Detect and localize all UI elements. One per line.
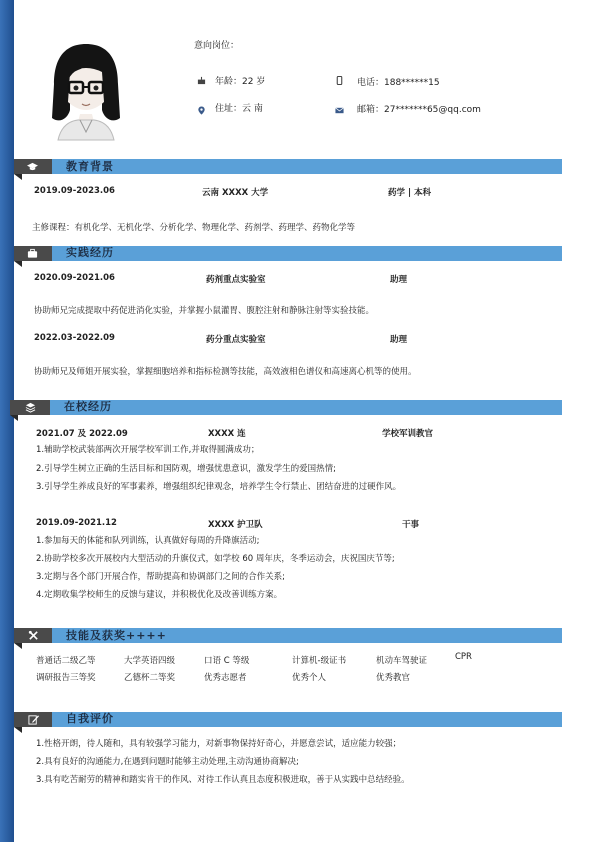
education-major: 药学 | 本科	[388, 188, 432, 198]
section-title-skills: 技能及获奖++++	[66, 629, 167, 642]
campus-1-role: 学校军训教官	[382, 429, 434, 439]
campus-2-org: XXXX 护卫队	[208, 520, 263, 530]
self-eval-line-3: 3.具有吃苦耐劳的精神和踏实肯干的作风、对待工作认真且态度积极进取，善于从实践中总结经验。	[36, 775, 410, 785]
mail-icon	[335, 106, 344, 115]
campus-1-line-1: 1.辅助学校武装部两次开展学校军训工作,并取得圆满成功；	[36, 445, 260, 455]
address-text: 住址：云 南	[215, 104, 263, 114]
skill-putonghua: 普通话二级乙等	[36, 656, 96, 666]
section-bar-campus	[36, 400, 562, 415]
practice-2-role: 助理	[390, 335, 408, 345]
skill-computer-cert: 计算机-级证书	[292, 656, 347, 666]
self-eval-line-1: 1.性格开朗，待人随和，具有较强学习能力，对新事物保持好奇心，并愿意尝试，适应能力较强；	[36, 739, 402, 749]
campus-2-line-1: 1.参加每天的体能和队列训练，认真做好每周的升降旗活动;	[36, 536, 260, 546]
campus-1-org: XXXX 连	[208, 429, 246, 439]
avatar	[44, 40, 128, 144]
section-title-campus: 在校经历	[64, 400, 112, 413]
practice-2-desc: 协助师兄及师姐开展实验，掌握细胞培养和指标检测等技能，高效液相色谱仪和高速离心机等的使用。	[34, 367, 417, 377]
skill-cpr: CPR	[455, 652, 472, 662]
self-eval-line-2: 2.具有良好的沟通能力,在遇到问题时能够主动处理,主动沟通协商解决;	[36, 757, 299, 767]
section-title-self-eval: 自我评价	[66, 712, 114, 725]
skill-driver-license: 机动车驾驶证	[376, 656, 428, 666]
phone-icon	[335, 76, 344, 85]
award-volunteer: 优秀志愿者	[204, 673, 247, 683]
section-title-practice: 实践经历	[66, 246, 114, 259]
campus-2-line-3: 3.定期与各个部门开展合作，帮助提高和协调部门之间的合作关系;	[36, 572, 285, 582]
practice-1-period: 2020.09-2021.06	[34, 273, 115, 283]
campus-2-line-4: 4.定期收集学校师生的反馈与建议，并积极优化及改善训练方案。	[36, 590, 283, 600]
email-text: 邮箱：27*******65@qq.com	[357, 105, 481, 115]
skill-cet4: 大学英语四级	[124, 656, 176, 666]
practice-2-org: 药分重点实验室	[206, 335, 266, 345]
location-icon	[197, 106, 206, 115]
campus-2-period: 2019.09-2021.12	[36, 518, 117, 528]
practice-2-period: 2022.03-2022.09	[34, 333, 115, 343]
layers-icon	[25, 402, 36, 413]
pencil-icon	[28, 714, 39, 725]
phone-text: 电话：188******15	[357, 78, 440, 88]
section-title-education: 教育背景	[66, 160, 114, 173]
graduation-cap-icon	[27, 161, 38, 172]
practice-1-desc: 协助师兄完成提取中药促进消化实验，并掌握小鼠灌胃、腹腔注射和静脉注射等实验技能。	[34, 306, 375, 316]
section-bar-education	[36, 159, 562, 174]
education-school: 云南 XXXX 大学	[202, 188, 269, 198]
briefcase-icon	[27, 248, 38, 259]
award-yide-cup: 乙德杯二等奖	[124, 673, 176, 683]
cake-icon	[197, 76, 206, 85]
campus-2-role: 干事	[402, 520, 420, 530]
practice-1-org: 药剂重点实验室	[206, 275, 266, 285]
skill-oral-english: 口语 C 等级	[204, 656, 250, 666]
award-research-report: 调研报告三等奖	[36, 673, 96, 683]
campus-1-line-2: 2.引导学生树立正确的生活目标和国防观，增强忧患意识，激发学生的爱国热情;	[36, 464, 336, 474]
award-excellent-individual: 优秀个人	[292, 673, 327, 683]
award-excellent-instructor: 优秀教官	[376, 673, 411, 683]
intent-position-label: 意向岗位：	[194, 41, 240, 51]
campus-1-period: 2021.07 及 2022.09	[36, 429, 128, 439]
education-period: 2019.09-2023.06	[34, 186, 115, 196]
section-bar-self-eval	[36, 712, 562, 727]
campus-1-line-3: 3.引导学生养成良好的军事素养，增强组织纪律观念，培养学生令行禁止、团结奋进的过硬作风。	[36, 482, 402, 492]
tools-icon	[28, 630, 39, 641]
education-courses: 主修课程：有机化学、无机化学、分析化学、物理化学、药剂学、药理学、药物化学等	[32, 223, 356, 233]
campus-2-line-2: 2.协助学校多次开展校内大型活动的升旗仪式，如学校 60 周年庆，冬季运动会，庆祝国庆节等;	[36, 554, 395, 564]
age-text: 年龄：22 岁	[215, 77, 266, 87]
practice-1-role: 助理	[390, 275, 408, 285]
left-accent-bar	[0, 0, 14, 842]
section-bar-practice	[36, 246, 562, 261]
